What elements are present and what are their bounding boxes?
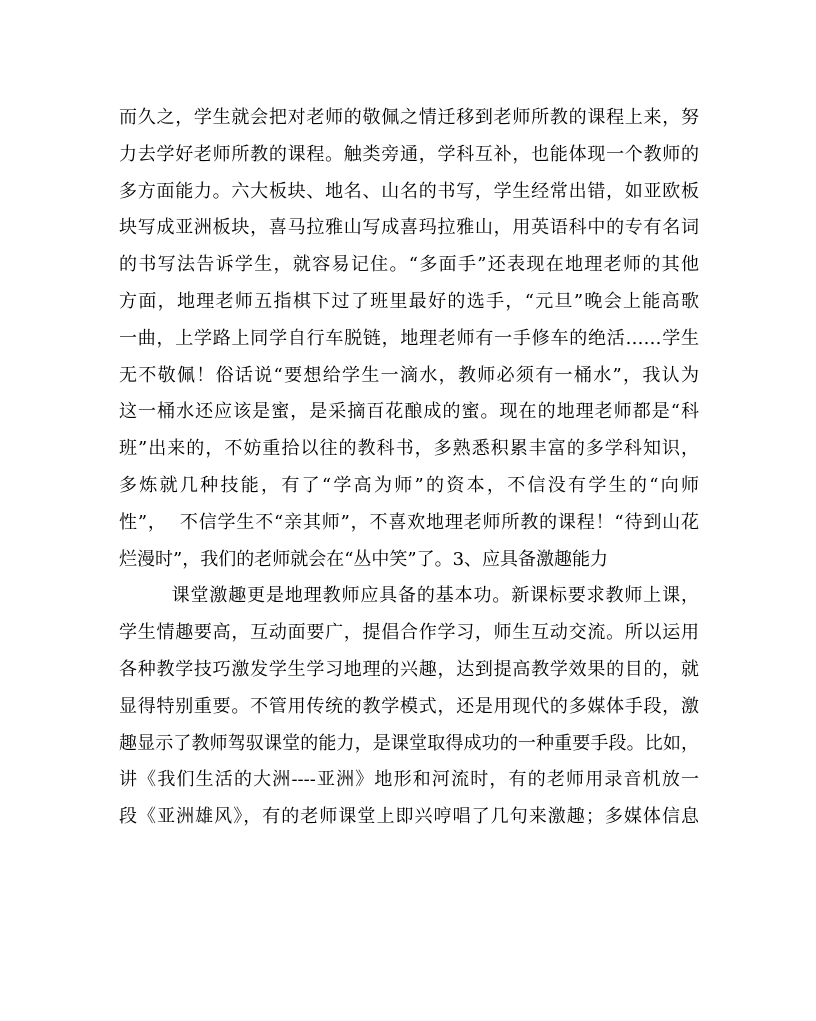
- text-line: 各种教学技巧激发学生学习地理的兴趣，达到提高教学效果的目的，就: [119, 658, 699, 680]
- text-line: 段《亚洲雄风》，有的老师课堂上即兴哼唱了几句来激趣；多媒体信息: [119, 806, 699, 828]
- text-line: 方面，地理老师五指棋下过了班里最好的选手，“元旦”晚会上能高歌: [119, 290, 699, 312]
- text-line: 而久之，学生就会把对老师的敬佩之情迁移到老师所教的课程上来，努: [119, 107, 699, 128]
- text-line: 学生情趣要高，互动面要广，提倡合作学习，师生互动交流。所以运用: [119, 622, 699, 644]
- text-line: 讲《我们生活的大洲----亚洲》地形和河流时，有的老师用录音机放一: [119, 769, 699, 791]
- body-text: [119, 100, 699, 836]
- text-line: 一曲，上学路上同学自行车脱链，地理老师有一手修车的绝活……学生: [119, 327, 699, 349]
- text-line: 多炼就几种技能，有了“学高为师”的资本，不信没有学生的“向师: [119, 474, 699, 496]
- text-line: 力去学好老师所教的课程。触类旁通，学科互补，也能体现一个教师的: [119, 143, 699, 165]
- text-line: 多方面能力。六大板块、地名、山名的书写，学生经常出错，如亚欧板: [119, 180, 699, 202]
- text-line: 趣显示了教师驾驭课堂的能力，是课堂取得成功的一种重要手段。比如，: [119, 732, 699, 754]
- text-line: 显得特别重要。不管用传统的教学模式，还是用现代的多媒体手段，激: [119, 695, 699, 717]
- text-line: 班”出来的，不妨重拾以往的教科书，多熟悉积累丰富的多学科知识，: [119, 438, 699, 460]
- text-line: 这一桶水还应该是蜜，是采摘百花酿成的蜜。现在的地理老师都是“科: [119, 401, 699, 423]
- text-line: 无不敬佩！俗话说“要想给学生一滴水，教师必须有一桶水”，我认为: [119, 364, 699, 386]
- text-line: 性”， 不信学生不“亲其师”，不喜欢地理老师所教的课程！“待到山花: [119, 511, 699, 533]
- text-line: 课堂激趣更是地理教师应具备的基本功。新课标要求教师上课，: [119, 585, 699, 607]
- text-line: 块写成亚洲板块，喜马拉雅山写成喜玛拉雅山，用英语科中的专有名词: [119, 217, 699, 239]
- text-line: 烂漫时”，我们的老师就会在“丛中笑”了。3、应具备激趣能力: [119, 548, 609, 570]
- text-line: 的书写法告诉学生，就容易记住。“多面手”还表现在地理老师的其他: [119, 254, 699, 276]
